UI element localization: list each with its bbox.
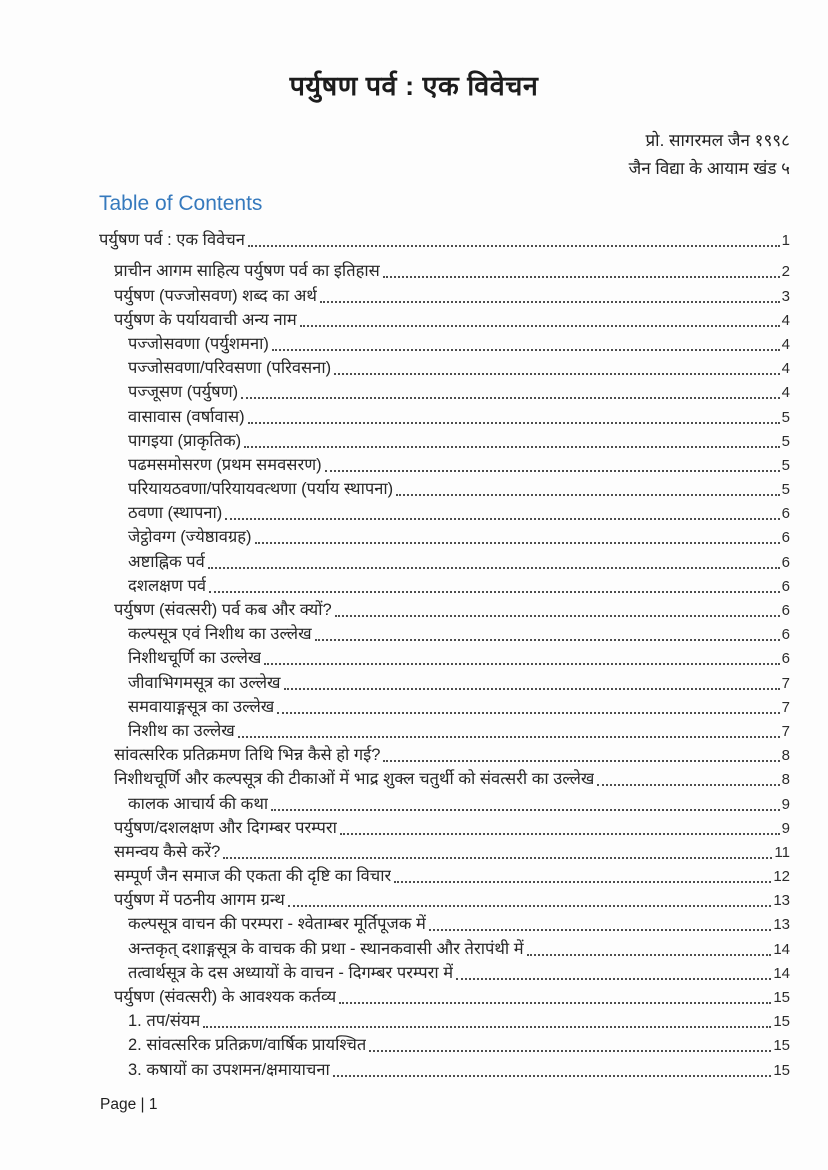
toc-leader-dots bbox=[208, 567, 780, 569]
toc-entry[interactable] bbox=[99, 742, 790, 766]
toc-entry[interactable] bbox=[99, 307, 790, 331]
toc-leader-dots bbox=[241, 397, 780, 399]
toc-entry[interactable] bbox=[99, 282, 790, 306]
toc-entry[interactable] bbox=[99, 1056, 790, 1080]
toc-entry-label: जीवाभिगमसूत्र का उल्लेख bbox=[128, 673, 281, 692]
toc-entry-page: 15 bbox=[773, 989, 790, 1006]
toc-entry-page: 6 bbox=[781, 553, 790, 571]
toc-entry-page: 13 bbox=[773, 916, 790, 934]
toc-entry-label: ठवणा (स्थापना) bbox=[128, 504, 223, 523]
toc-leader-dots bbox=[320, 301, 780, 303]
toc-entry[interactable] bbox=[99, 960, 790, 984]
toc-entry[interactable] bbox=[99, 331, 790, 355]
toc-leader-dots bbox=[209, 591, 780, 593]
toc-leader-dots bbox=[340, 833, 780, 835]
toc-entry-label: 2. सांवत्सरिक प्रतिक्रण/वार्षिक प्रायश्चित bbox=[128, 1036, 367, 1055]
toc-entry-page: 6 bbox=[781, 505, 790, 523]
toc-leader-dots bbox=[429, 929, 771, 931]
toc-entry[interactable] bbox=[99, 621, 790, 645]
toc-entry[interactable] bbox=[99, 597, 790, 621]
toc-entry[interactable] bbox=[99, 863, 790, 887]
toc-entry[interactable] bbox=[99, 1008, 790, 1032]
toc-entry[interactable] bbox=[99, 428, 790, 452]
toc-entry-label: वासावास (वर्षावास) bbox=[128, 407, 245, 426]
toc-entry-label: पर्युषण (संवत्सरी) पर्व कब और क्यों? bbox=[114, 601, 332, 619]
toc-entry[interactable] bbox=[99, 452, 790, 476]
toc-entry[interactable] bbox=[99, 984, 790, 1008]
toc-leader-dots bbox=[315, 639, 780, 641]
toc-entry-label: पज्जूसण (पर्युषण) bbox=[128, 383, 239, 402]
toc-entry-page: 1 bbox=[781, 232, 790, 250]
byline bbox=[629, 127, 790, 183]
byline-author: प्रो. सागरमल जैन १९९८ bbox=[645, 131, 790, 150]
toc-leader-dots bbox=[225, 518, 779, 520]
toc-leader-dots bbox=[277, 712, 779, 714]
toc-entry-page: 4 bbox=[781, 360, 790, 378]
page-footer: Page | 1 bbox=[100, 1096, 158, 1113]
toc-leader-dots bbox=[456, 978, 771, 980]
toc-entry-page: 15 bbox=[773, 1061, 790, 1079]
toc-entry-label: सम्पूर्ण जैन समाज की एकता की दृष्टि का विचार bbox=[114, 867, 392, 886]
toc-entry-label: तत्वार्थसूत्र के दस अध्यायों के वाचन - दिगम्बर परम्परा में bbox=[128, 963, 454, 982]
toc-entry-page: 8 bbox=[781, 747, 790, 765]
toc-leader-dots bbox=[383, 276, 780, 278]
toc-entry-page: 7 bbox=[781, 674, 790, 692]
toc-entry-page: 5 bbox=[781, 456, 790, 474]
toc-entry[interactable] bbox=[99, 476, 790, 500]
toc-entry[interactable] bbox=[99, 258, 790, 282]
toc-entry-page: 5 bbox=[781, 432, 790, 450]
toc-leader-dots bbox=[325, 470, 780, 472]
toc-leader-dots bbox=[527, 954, 772, 956]
toc-entry[interactable] bbox=[99, 839, 790, 863]
toc-entry[interactable] bbox=[99, 227, 790, 251]
toc-entry[interactable] bbox=[99, 1032, 790, 1056]
toc-entry[interactable] bbox=[99, 669, 790, 693]
toc-entry-label: अन्तकृत् दशाङ्गसूत्र के वाचक की प्रथा - स्थानकवासी और तेरापंथी में bbox=[128, 939, 524, 958]
toc-leader-dots bbox=[244, 446, 780, 448]
toc-entry-page: 12 bbox=[773, 868, 790, 886]
toc-leader-dots bbox=[264, 663, 779, 665]
table-of-contents bbox=[99, 227, 790, 1081]
toc-leader-dots bbox=[248, 422, 780, 424]
toc-entry-label: जेट्ठोवग्ग (ज्येष्ठावग्रह) bbox=[128, 528, 252, 547]
toc-entry[interactable] bbox=[99, 500, 790, 524]
toc-leader-dots bbox=[394, 881, 771, 883]
toc-leader-dots bbox=[339, 1002, 771, 1004]
toc-leader-dots bbox=[288, 905, 771, 907]
toc-leader-dots bbox=[272, 349, 780, 351]
toc-entry-label: दशलक्षण पर्व bbox=[128, 576, 207, 595]
toc-entry-page: 11 bbox=[774, 843, 790, 861]
toc-entry-page: 7 bbox=[781, 698, 790, 716]
toc-entry-page: 14 bbox=[773, 940, 790, 958]
toc-entry[interactable] bbox=[99, 355, 790, 379]
toc-entry-label: पढमसमोसरण (प्रथम समवसरण) bbox=[128, 455, 322, 474]
toc-leader-dots bbox=[300, 325, 780, 327]
toc-entry-page: 6 bbox=[781, 626, 790, 644]
toc-entry-label: निशीथ का उल्लेख bbox=[128, 721, 235, 740]
toc-entry-label: पर्युषण में पठनीय आगम ग्रन्थ bbox=[114, 891, 285, 910]
toc-entry[interactable] bbox=[99, 718, 790, 742]
toc-entry-page: 15 bbox=[773, 1013, 790, 1031]
toc-entry-label: प्राचीन आगम साहित्य पर्युषण पर्व का इतिहास bbox=[114, 262, 380, 281]
toc-entry[interactable] bbox=[99, 766, 790, 790]
toc-entry-page: 6 bbox=[781, 602, 790, 619]
toc-entry-page: 5 bbox=[781, 408, 790, 426]
toc-leader-dots bbox=[333, 1075, 772, 1077]
toc-entry-page: 6 bbox=[781, 529, 790, 547]
toc-entry-page: 7 bbox=[781, 722, 790, 740]
toc-leader-dots bbox=[335, 615, 780, 617]
toc-entry-label: परियायठवणा/परियायवत्थणा (पर्याय स्थापना) bbox=[128, 480, 394, 499]
toc-entry-label: 3. कषायों का उपशमन/क्षमायाचना bbox=[128, 1060, 330, 1079]
toc-entry-page: 4 bbox=[781, 335, 790, 353]
toc-heading: Table of Contents bbox=[99, 192, 263, 215]
toc-entry-label: पज्जोसवणा (पर्युशमना) bbox=[128, 334, 269, 353]
toc-leader-dots bbox=[396, 494, 779, 496]
toc-entry-page: 9 bbox=[781, 819, 790, 837]
toc-entry-page: 4 bbox=[781, 384, 790, 402]
toc-leader-dots bbox=[248, 245, 780, 247]
toc-leader-dots bbox=[369, 1050, 771, 1052]
toc-entry[interactable] bbox=[99, 379, 790, 403]
toc-entry-label: पर्युषण पर्व : एक विवेचन bbox=[99, 231, 245, 250]
toc-entry-page: 2 bbox=[781, 263, 790, 281]
toc-leader-dots bbox=[223, 857, 772, 859]
page-title: पर्युषण पर्व : एक विवेचन bbox=[289, 71, 539, 101]
toc-entry-label: अष्टाह्निक पर्व bbox=[128, 552, 205, 571]
toc-entry-label: पागइया (प्राकृतिक) bbox=[128, 431, 242, 450]
toc-leader-dots bbox=[383, 760, 779, 762]
toc-entry-label: सांवत्सरिक प्रतिक्रमण तिथि भिन्न कैसे हो गई? bbox=[114, 746, 381, 765]
toc-entry-label: कालक आचार्य की कथा bbox=[128, 794, 269, 813]
toc-entry[interactable] bbox=[99, 524, 790, 548]
toc-entry-page: 9 bbox=[781, 795, 790, 813]
toc-leader-dots bbox=[597, 784, 779, 786]
toc-entry-label: पर्युषण के पर्यायवाची अन्य नाम bbox=[114, 310, 297, 329]
toc-leader-dots bbox=[271, 809, 779, 811]
toc-entry-label: पर्युषण (पज्जोसवण) शब्द का अर्थ bbox=[114, 286, 317, 305]
toc-entry-label: पज्जोसवणा/परिवसणा (परिवसना) bbox=[128, 359, 332, 378]
toc-entry-label: समन्वय कैसे करें? bbox=[114, 842, 221, 861]
toc-entry-page: 4 bbox=[781, 311, 790, 329]
toc-entry-page: 15 bbox=[773, 1037, 790, 1055]
toc-entry-page: 14 bbox=[773, 964, 790, 982]
toc-entry[interactable] bbox=[99, 911, 790, 935]
toc-entry-label: कल्पसूत्र एवं निशीथ का उल्लेख bbox=[128, 625, 312, 644]
toc-leader-dots bbox=[238, 736, 780, 738]
toc-entry-page: 5 bbox=[781, 481, 790, 499]
byline-series: जैन विद्या के आयाम खंड ५ bbox=[628, 159, 790, 178]
toc-entry-page: 8 bbox=[781, 771, 790, 789]
toc-leader-dots bbox=[284, 688, 780, 690]
toc-entry-label: पर्युषण (संवत्सरी) के आवश्यक कर्तव्य bbox=[114, 988, 337, 1006]
toc-entry-label: निशीथचूर्णि और कल्पसूत्र की टीकाओं में भाद्र शुक्ल चतुर्थी को संवत्सरी का उल्लेख bbox=[114, 770, 595, 789]
toc-entry[interactable] bbox=[99, 403, 790, 427]
toc-entry-page: 6 bbox=[781, 650, 790, 668]
toc-entry[interactable] bbox=[99, 694, 790, 718]
toc-entry-label: समवायाङ्गसूत्र का उल्लेख bbox=[128, 697, 275, 716]
toc-entry[interactable] bbox=[99, 935, 790, 959]
toc-entry-label: निशीथचूर्णि का उल्लेख bbox=[128, 649, 262, 668]
toc-entry[interactable] bbox=[99, 573, 790, 597]
toc-entry[interactable] bbox=[99, 645, 790, 669]
toc-entry-page: 6 bbox=[781, 577, 790, 595]
toc-leader-dots bbox=[255, 542, 780, 544]
toc-entry-label: कल्पसूत्र वाचन की परम्परा - श्वेताम्बर मूर्तिपूजक में bbox=[128, 915, 426, 934]
toc-leader-dots bbox=[334, 373, 780, 375]
toc-entry[interactable] bbox=[99, 815, 790, 839]
toc-entry-page: 13 bbox=[773, 892, 790, 910]
toc-entry[interactable] bbox=[99, 887, 790, 911]
toc-entry-label: 1. तप/संयम bbox=[128, 1012, 201, 1031]
toc-entry-label: पर्युषण/दशलक्षण और दिगम्बर परम्परा bbox=[114, 818, 337, 837]
toc-entry-page: 3 bbox=[781, 287, 790, 305]
toc-leader-dots bbox=[203, 1026, 771, 1028]
toc-entry[interactable] bbox=[99, 548, 790, 572]
toc-entry[interactable] bbox=[99, 790, 790, 814]
